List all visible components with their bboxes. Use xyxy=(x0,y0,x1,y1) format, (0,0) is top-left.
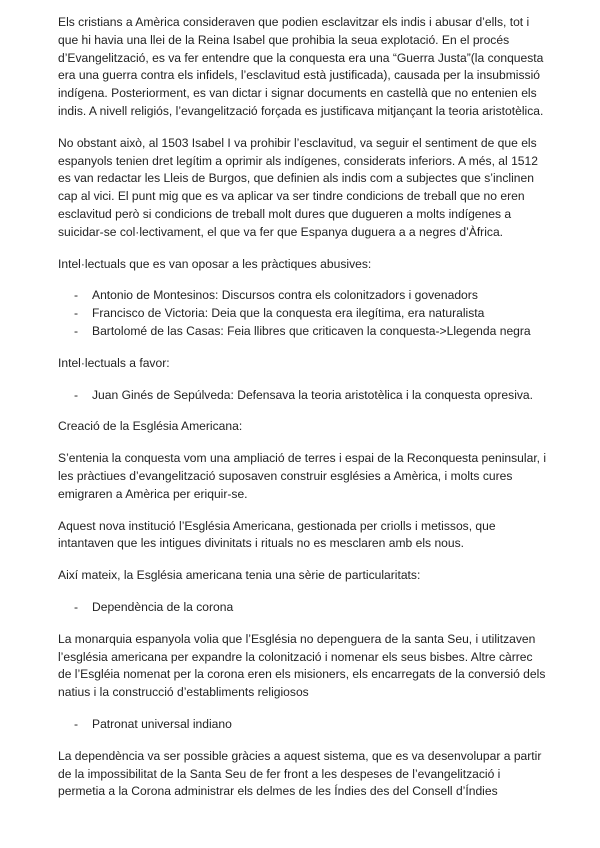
dash-bullet: - xyxy=(74,306,79,321)
dash-bullet: - xyxy=(74,716,79,731)
list-item xyxy=(58,287,548,305)
list-particularity-crown xyxy=(58,599,548,617)
paragraph-monarchy: La monarquia espanyola volia que l’Església no depenguera de la santa Seu, i utilitzaven l’església americana per expandre la colonització i nomenar els seus bisbes. Altre càrrec de l’Esgléia nomenat per la corona eren els misioners, els encarregats de la conversió dels natius i la construcció d’establiments religiosos xyxy=(58,631,546,700)
heading-intellectuals-for: Intel·lectuals a favor: xyxy=(58,355,170,370)
list-item-text: Bartolomé de las Casas: Feia llibres que criticaven la conquesta->Llegenda negra xyxy=(92,323,531,338)
list-item xyxy=(58,323,548,341)
list-item-text: Juan Ginés de Sepúlveda: Defensava la teoria aristotèlica i la conquesta opresiva. xyxy=(92,387,534,402)
list-intellectuals-against xyxy=(58,287,548,340)
heading-american-church: Creació de la Església Americana: xyxy=(58,419,243,434)
list-intellectuals-for xyxy=(58,387,548,405)
dash-bullet: - xyxy=(74,323,79,338)
dash-bullet: - xyxy=(74,599,79,614)
paragraph-particularities: Així mateix, la Església americana tenia una sèrie de particularitats: xyxy=(58,568,421,583)
list-item xyxy=(58,716,548,734)
list-item xyxy=(58,599,548,617)
dash-bullet: - xyxy=(74,387,79,402)
dash-bullet: - xyxy=(74,288,79,303)
document-page xyxy=(58,14,548,815)
list-item xyxy=(58,305,548,323)
paragraph-evangelization: Els cristians a Amèrica consideraven que podien esclavitzar els indis i abusar d’ells, tot i que hi havia una llei de la Reina Isabel que prohibia la seua explotació. En el procés d’Evangelització, es va fer entendre que la conquesta era una “Guerra Justa”(la conquesta era una guerra contra els infidels, l’esclavitud està justificada), causada per la insubmissió indígena. Posteriorment, es van dictar i signar documents en castellà que no entenien els indis. A nivell religiós, l’evangelització forçada es justificava mitjançant la teoria aristotèlica. xyxy=(58,15,544,118)
list-item-text: Francisco de Victoria: Deia que la conquesta era ilegítima, era naturalista xyxy=(92,306,485,321)
paragraph-new-institution: Aquest nova institució l’Església Americana, gestionada per criolls i metissos, que intantaven que les intigues divinitats i rituals no es mesclaren amb els nous. xyxy=(58,518,496,551)
paragraph-slavery-prohibition: No obstant això, al 1503 Isabel I va prohibir l’esclavitud, va seguir el sentiment de que els espanyols tenien dret legítim a oprimir als indígenes, considerats inferiors. A més, al 1512 es van redactar les Lleis de Burgos, que definien als indis com a subjectes que s’inclinen cap al vici. El punt mig que es va aplicar va ser tindre condicions de treball que no eren esclavitud però si condicions de treball molt dures que dugueren a molts indígenes a suicidar-se col·lectivament, el que va fer que Espanya duguera a a negres d’Àfrica. xyxy=(58,135,538,239)
paragraph-reconquest-extension: S’entenia la conquesta vom una ampliació de terres i espai de la Reconquesta peninsular, i les pràctiues d’evangelització suposaven construir esglésies a Amèrica, i molts cures emigraren a Amèrica per eriquir-se. xyxy=(58,451,547,501)
list-item-text: Antonio de Montesinos: Discursos contra els colonitzadors i govenadors xyxy=(92,288,478,303)
list-item-text: Patronat universal indiano xyxy=(92,716,232,731)
list-item-text: Dependència de la corona xyxy=(92,599,234,614)
list-item xyxy=(58,387,548,405)
heading-intellectuals-against: Intel·lectuals que es van oposar a les pràctiques abusives: xyxy=(58,256,372,271)
list-particularity-patronage xyxy=(58,716,548,734)
paragraph-dependence: La dependència va ser possible gràcies a aquest sistema, que es va desenvolupar a partir de la impossibilitat de la Santa Seu de fer front a les despeses de l’evangelització i permetia a la Corona administrar els delmes de les Índies des del Consell d’Índies xyxy=(58,748,542,799)
